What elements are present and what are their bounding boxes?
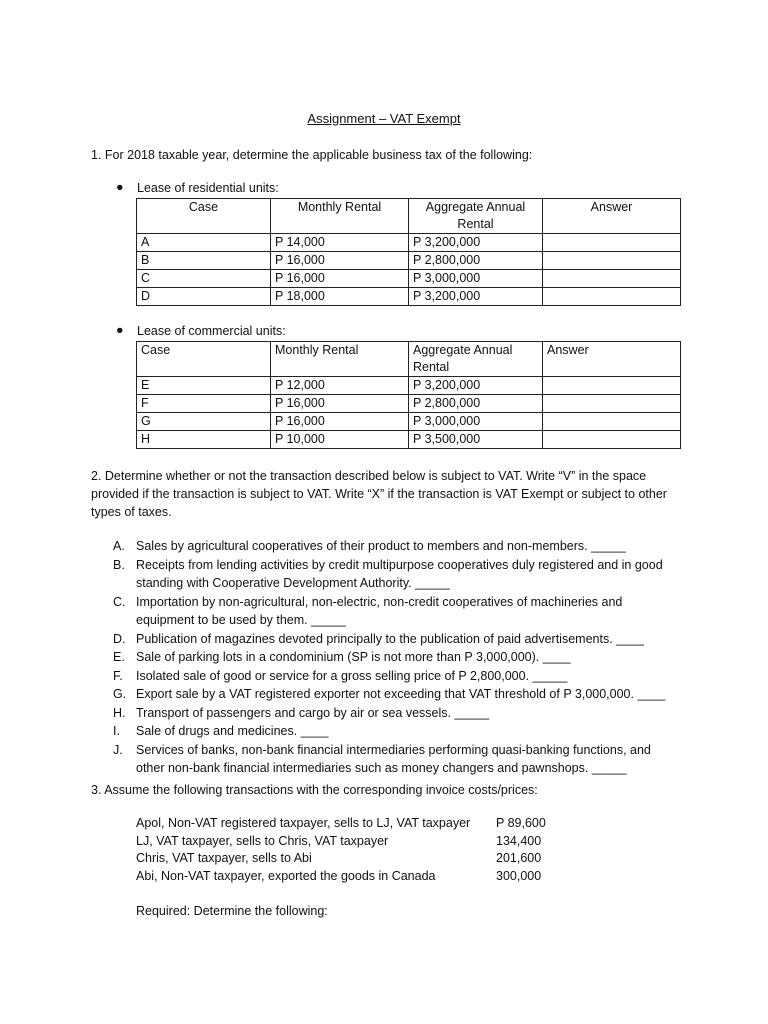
monthly-rental-cell: P 16,000	[271, 252, 409, 270]
item-text: Sales by agricultural cooperatives of their product to members and non-members. _____	[136, 539, 626, 553]
answer-cell[interactable]	[543, 395, 681, 413]
annual-rental-cell: P 3,000,000	[409, 413, 543, 431]
list-item	[113, 722, 673, 741]
transaction-description: Abi, Non-VAT taxpayer, exported the goods in Canada	[136, 868, 436, 883]
item-letter: A.	[113, 539, 125, 553]
list-item	[113, 741, 673, 778]
list-item	[113, 556, 673, 593]
transaction-row	[136, 833, 556, 851]
table-row	[137, 431, 681, 449]
transaction-description: Apol, Non-VAT registered taxpayer, sells to LJ, VAT taxpayer	[136, 816, 471, 830]
column-header: Monthly Rental	[271, 199, 409, 234]
answer-cell[interactable]	[543, 288, 681, 306]
item-text: Publication of magazines devoted principally to the publication of paid advertisements. ____	[136, 631, 644, 646]
page-title: Assignment – VAT Exempt	[307, 111, 461, 126]
list-item	[113, 593, 673, 630]
transaction-row	[136, 868, 556, 886]
column-header: Answer	[543, 342, 681, 377]
annual-rental-cell: P 3,200,000	[409, 288, 543, 306]
case-cell: B	[137, 252, 271, 270]
annual-rental-cell: P 2,800,000	[409, 395, 543, 413]
table-row	[137, 270, 681, 288]
commercial-label: Lease of commercial units:	[137, 324, 286, 338]
transaction-row	[136, 850, 556, 868]
answer-cell[interactable]	[543, 413, 681, 431]
answer-cell[interactable]	[543, 431, 681, 449]
case-cell: F	[137, 395, 271, 413]
transaction-description: LJ, VAT taxpayer, sells to Chris, VAT taxpayer	[136, 833, 389, 848]
monthly-rental-cell: P 10,000	[271, 431, 409, 449]
transactions-list	[136, 815, 556, 885]
transaction-amount: 300,000	[496, 868, 542, 883]
item-letter: G.	[113, 687, 127, 701]
question-1-text: 1. For 2018 taxable year, determine the applicable business tax of the following:	[91, 148, 533, 162]
list-item	[113, 648, 673, 667]
table-row	[137, 377, 681, 395]
column-header: Aggregate Annual Rental	[409, 199, 543, 234]
monthly-rental-cell: P 18,000	[271, 288, 409, 306]
transaction-amount: P 89,600	[496, 816, 546, 830]
table-row	[137, 252, 681, 270]
monthly-rental-cell: P 12,000	[271, 377, 409, 395]
question-2-list	[113, 537, 673, 778]
case-cell: D	[137, 288, 271, 306]
monthly-rental-cell: P 16,000	[271, 413, 409, 431]
annual-rental-cell: P 2,800,000	[409, 252, 543, 270]
item-letter: H.	[113, 705, 126, 720]
item-text: Sale of parking lots in a condominium (SP is not more than P 3,000,000). ____	[136, 650, 571, 664]
item-letter: E.	[113, 650, 125, 664]
table-header-row	[137, 342, 681, 377]
annual-rental-cell: P 3,200,000	[409, 377, 543, 395]
item-text: Isolated sale of good or service for a gross selling price of P 2,800,000. _____	[136, 668, 568, 683]
item-letter: F.	[113, 668, 123, 683]
table-row	[137, 288, 681, 306]
annual-rental-cell: P 3,000,000	[409, 270, 543, 288]
answer-cell[interactable]	[543, 377, 681, 395]
question-2-text: 2. Determine whether or not the transaction described below is subject to VAT. Write “V” in the space provided if the transaction is subject to VAT. Write “X” if the transaction is VAT Exempt or subject to other types of taxes.	[91, 469, 667, 519]
required-label: Required: Determine the following:	[136, 904, 328, 918]
list-item	[113, 667, 673, 686]
item-letter: I.	[113, 724, 120, 738]
item-text: Export sale by a VAT registered exporter not exceeding that VAT threshold of P 3,000,000. ____	[136, 687, 666, 701]
monthly-rental-cell: P 16,000	[271, 270, 409, 288]
table-row	[137, 234, 681, 252]
item-letter: D.	[113, 631, 126, 646]
column-header: Answer	[543, 199, 681, 234]
bullet-icon: ●	[116, 180, 124, 194]
answer-cell[interactable]	[543, 270, 681, 288]
transaction-description: Chris, VAT taxpayer, sells to Abi	[136, 851, 312, 865]
residential-table	[136, 198, 681, 306]
monthly-rental-cell: P 14,000	[271, 234, 409, 252]
table-header-row	[137, 199, 681, 234]
question-3-text: 3. Assume the following transactions with the corresponding invoice costs/prices:	[91, 783, 538, 797]
answer-cell[interactable]	[543, 234, 681, 252]
column-header: Case	[137, 342, 271, 377]
monthly-rental-cell: P 16,000	[271, 395, 409, 413]
table-row	[137, 395, 681, 413]
case-cell: E	[137, 377, 271, 395]
list-item	[113, 630, 673, 649]
case-cell: H	[137, 431, 271, 449]
column-header: Case	[137, 199, 271, 234]
answer-cell[interactable]	[543, 252, 681, 270]
item-text: Sale of drugs and medicines. ____	[136, 724, 329, 738]
transaction-amount: 201,600	[496, 851, 542, 865]
transaction-row	[136, 815, 556, 833]
annual-rental-cell: P 3,500,000	[409, 431, 543, 449]
item-letter: C.	[113, 594, 126, 609]
transaction-amount: 134,400	[496, 833, 542, 848]
residential-label: Lease of residential units:	[137, 181, 279, 195]
list-item	[113, 537, 673, 556]
item-text: Transport of passengers and cargo by air or sea vessels. _____	[136, 705, 490, 720]
list-item	[113, 685, 673, 704]
case-cell: C	[137, 270, 271, 288]
column-header: Aggregate Annual Rental	[409, 342, 543, 377]
item-text: Importation by non-agricultural, non-electric, non-credit cooperatives of machineries and equipment to be used by them. _____	[136, 594, 623, 627]
item-letter: J.	[113, 742, 123, 757]
item-letter: B.	[113, 557, 125, 572]
commercial-table	[136, 341, 681, 449]
table-row	[137, 413, 681, 431]
bullet-icon: ●	[116, 323, 124, 337]
item-text: Receipts from lending activities by credit multipurpose cooperatives duly registered and in good standing with Cooperative Development Authority. _____	[136, 557, 663, 590]
item-text: Services of banks, non-bank financial intermediaries performing quasi-banking functions, and other non-bank financial intermediaries such as money changers and pawnshops. _____	[136, 742, 651, 775]
list-item	[113, 704, 673, 723]
annual-rental-cell: P 3,200,000	[409, 234, 543, 252]
case-cell: G	[137, 413, 271, 431]
case-cell: A	[137, 234, 271, 252]
column-header: Monthly Rental	[271, 342, 409, 377]
